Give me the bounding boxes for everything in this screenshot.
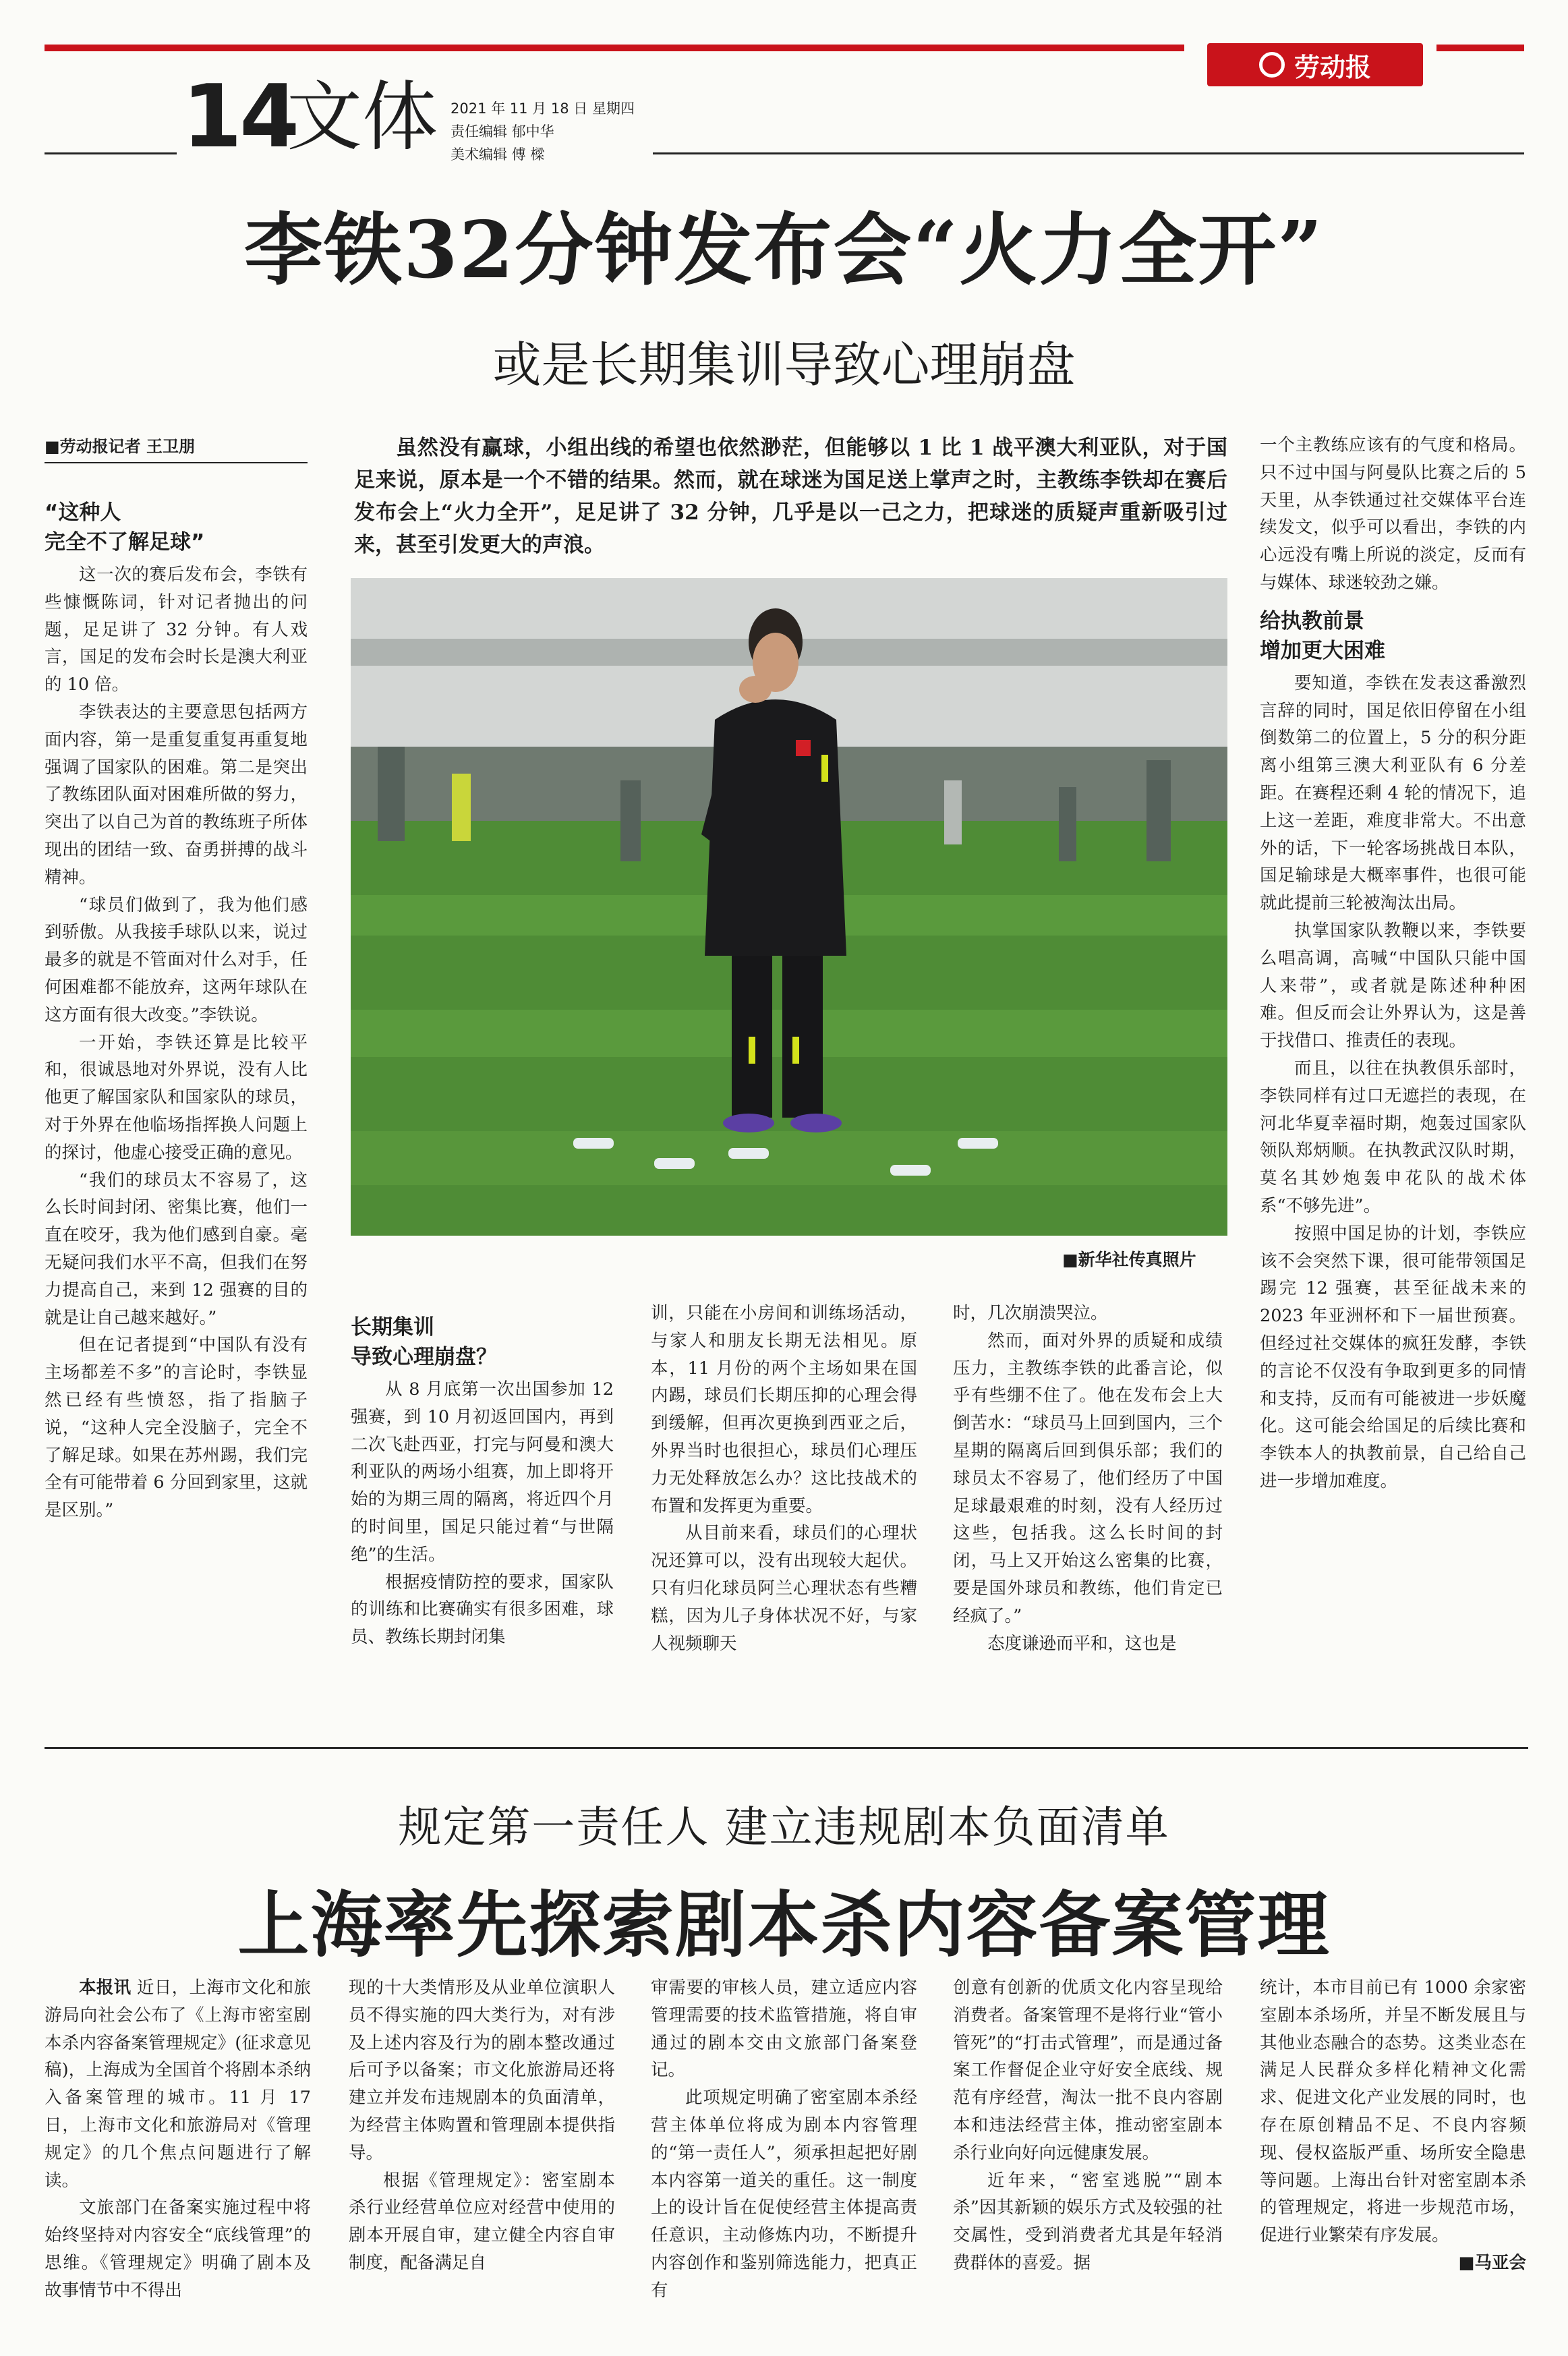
article1-byline: ■劳动报记者 王卫朋 [45, 433, 308, 463]
col1-paragraph: 一开始，李铁还算是比较平和，很诚恳地对外界说，没有人比他更了解国家队和国家队的球员，对于外界在他临场指挥换人问题上的探讨，他虚心接受正确的意见。 [45, 1032, 308, 1163]
a2-col4-paragraph: 创意有创新的优质文化内容呈现给消费者。备案管理不是将行业“管小管死”的“打击式管理”，而是通过备案工作督促企业守好安全底线、规范有序经营，淘汰一批不良内容剧本和违法经营主体，推动密室剧本杀行业向好向远健康发展。 [953, 1978, 1223, 2163]
a2-col1-paragraph: 文旅部门在备案实施过程中将始终坚持对内容安全“底线管理”的思维。《管理规定》明确了剧本及故事情节中不得出 [45, 2197, 311, 2301]
col2-paragraph: 从 8 月底第一次出国参加 12 强赛，到 10 月初返回国内，再到二次飞赴西亚，打完与阿曼和澳大利亚队的两场小组赛，加上即将开始的为期三周的隔离，将近四个月的时间里，国足只能过着“与世隔绝”的生活。 [351, 1379, 614, 1565]
col5-subhead-line2: 增加更大困难 [1260, 638, 1385, 663]
col4-paragraph: 时，几次崩溃哭泣。 [953, 1303, 1108, 1323]
article2-column-5 [1260, 1974, 1526, 2277]
col3-paragraph: 训，只能在小房间和训练场活动，与家人和朋友长期无法相见。原本，11 月份的两个主场如果在国内踢，球员们长期压抑的心理会得到缓解，但再次更换到西亚之后，外界当时也很担心，球员们心理压力无处释放怎么办？这比技战术的布置和发挥更为重要。 [651, 1303, 917, 1516]
a2-col4-paragraph: 近年来，“密室逃脱”“剧本杀”因其新颖的娱乐方式及较强的社交属性，受到消费者尤其是年轻消费群体的喜爱。据 [953, 2170, 1223, 2273]
news-tag: 本报讯 [79, 1978, 132, 1998]
article2-column-3 [651, 1974, 917, 2305]
article1-column-5 [1260, 432, 1526, 1495]
section-name: 文体 [287, 74, 438, 161]
top-red-rule-right [1436, 45, 1524, 51]
issue-meta [451, 97, 635, 166]
a2-col2-paragraph: 现的十大类情形及从业单位演职人员不得实施的四大类行为，对有涉及上述内容及行为的剧本整改通过后可予以备案；市文化旅游局还将建立并发布违规剧本的负面清单，为经营主体购置和管理剧本提供指导。 [349, 1978, 615, 2163]
top-red-rule [45, 45, 1184, 51]
article1-headline: 李铁32分钟发布会“火力全开” [244, 204, 1324, 296]
col1-paragraph: 李铁表达的主要意思包括两方面内容，第一是重复重复再重复地强调了国家队的困难。第二是突出了教练团队面对困难所做的努力，突出了以自己为首的教练班子所体现出的团结一致、奋勇拼搏的战斗精神。 [45, 701, 308, 888]
editor-credit: 责任编辑 郁中华 [451, 123, 554, 140]
col1-first-paragraph: 近日，上海市文化和旅游局向社会公布了《上海市密室剧本杀内容备案管理规定》(征求意见稿)，上海成为全国首个将剧本杀纳入备案管理的城市。11 月 17 日，上海市文化和旅游局对《管理规定》的几个焦点问题进行了解读。 [45, 1978, 311, 2191]
a2-col5-paragraph: 统计，本市目前已有 1000 余家密室剧本杀场所，并呈不断发展且与其他业态融合的态势。这类业态在满足人民群众多样化精神文化需求、促进文化产业发展的同时，也存在原创精品不足、不良内容频现、侵权盗版严重、场所安全隐患等问题。上海出台针对密室剧本杀的管理规定，将进一步规范市场，促进行业繁荣有序发展。 [1260, 1978, 1526, 2246]
paper-name: 劳动报 [1294, 52, 1371, 82]
col1-subhead-line2: 完全不了解足球” [45, 530, 205, 554]
page-number: 14 [182, 67, 297, 167]
photo-caption: ■新华社传真照片 [1062, 1250, 1196, 1269]
article1-subheadline: 或是长期集训导致心理崩盘 [492, 337, 1076, 393]
col3-paragraph: 从目前来看，球员们的心理状况还算可以，没有出现较大起伏。只有归化球员阿兰心理状态有些糟糕，因为儿子身体状况不好，与家人视频聊天 [651, 1523, 917, 1654]
a2-col3-paragraph: 此项规定明确了密室剧本杀经营主体单位将成为剧本内容管理的“第一责任人”，须承担起把好剧本内容第一道关的重任。这一制度上的设计旨在促使经营主体提高责任意识，主动修炼内功，不断提升内容创作和鉴别筛选能力，把真正有 [651, 2088, 917, 2301]
coach-photo-illustration [351, 578, 1227, 1236]
newspaper-logo [1207, 43, 1423, 86]
article2-byline: ■马亚会 [1458, 2252, 1526, 2273]
col5-intro: 一个主教练应该有的气度和格局。只不过中国与阿曼队比赛之后的 5 天里，从李铁通过社交媒体平台连续发文，似乎可以看出，李铁的内心远没有嘴上所说的淡定，反而有与媒体、球迷较劲之嫌。 [1260, 435, 1526, 593]
header-rule-left [45, 152, 177, 154]
col1-paragraph: 但在记者提到“中国队有没有主场都差不多”的言论时，李铁显然已经有些愤怒，指了指脑子说，“这种人完全没脑子，完全不了解足球。如果在苏州踢，我们完全有可能带着 6 分回到家里，这就是区别。” [45, 1335, 308, 1521]
col2-subhead-line1: 长期集训 [351, 1315, 434, 1340]
article2-column-2 [349, 1974, 615, 2277]
article2-column-1 [45, 1974, 311, 2305]
logo-emblem-icon [1259, 52, 1285, 78]
a2-col2-paragraph: 根据《管理规定》：密室剧本杀行业经营单位应对经营中使用的剧本开展自审，建立健全内容自审制度，配备满足自 [349, 2170, 615, 2273]
article2-headline: 上海率先探索剧本杀内容备案管理 [237, 1883, 1331, 1967]
header-rule-right [653, 152, 1524, 154]
col1-paragraph: “我们的球员太不容易了，这么长时间封闭、密集比赛，他们一直在咬牙，我为他们感到自豪。毫无疑问我们水平不高，但我们在努力提高自己，来到 12 强赛的目的就是让自己越来越好。” [45, 1170, 308, 1328]
article-divider [45, 1747, 1528, 1749]
col4-paragraph: 然而，面对外界的质疑和成绩压力，主教练李铁的此番言论，似乎有些绷不住了。他在发布会上大倒苦水：“球员马上回到国内，三个星期的隔离后回到俱乐部；我们的球员太不容易了，他们经历了中国足球最艰难的时刻，没有人经历过这些，包括我。这么长时间的封闭，马上又开始这么密集的比赛，要是国外球员和教练，他们肯定已经疯了。” [953, 1330, 1223, 1626]
col1-subhead-line1: “这种人 [45, 500, 121, 525]
article2-subheadline: 规定第一责任人 建立违规剧本负面清单 [398, 1803, 1170, 1853]
col5-paragraph: 执掌国家队教鞭以来，李铁要么唱高调，高喊“中国队只能中国人来带”，或者就是陈述种种困难。但反而会让外界认为，这是善于找借口、推责任的表现。 [1260, 920, 1526, 1052]
article1-column-1 [45, 498, 308, 1524]
col5-paragraph: 按照中国足协的计划，李铁应该不会突然下课，很可能带领国足踢完 12 强赛，甚至征战未来的 2023 年亚洲杯和下一届世预赛。但经过社交媒体的疯狂发酵，李铁的言论不仅没有争取到更多的同情和支持，反而有可能被进一步妖魔化。这可能会给国足的后续比赛和李铁本人的执教前景，自己给自己进一步增加难度。 [1260, 1223, 1526, 1491]
col5-paragraph: 而且，以往在执教俱乐部时，李铁同样有过口无遮拦的表现，在河北华夏幸福时期，炮轰过国家队领队郑炳顺。在执教武汉队时期，莫名其妙炮轰申花队的战术体系“不够先进”。 [1260, 1058, 1526, 1216]
article1-lead: 虽然没有赢球，小组出线的希望也依然渺茫，但能够以 1 比 1 战平澳大利亚队，对于国足来说，原本是一个不错的结果。然而，就在球迷为国足送上掌声之时，主教练李铁却在赛后发布会上“火力全开”，足足讲了 32 分钟，几乎是以一己之力，把球迷的质疑声重新吸引过来，甚至引发更大的声浪。 [354, 436, 1227, 557]
article1-column-3 [651, 1300, 917, 1657]
issue-date: 2021 年 11 月 18 日 星期四 [451, 100, 635, 117]
a2-col3-paragraph: 审需要的审核人员，建立适应内容管理需要的技术监管措施，将自审通过的剧本交由文旅部门备案登记。 [651, 1978, 917, 2081]
col1-paragraph: 这一次的赛后发布会，李铁有些慷慨陈词，针对记者抛出的问题，足足讲了 32 分钟。有人戏言，国足的发布会时长是澳大利亚的 10 倍。 [45, 565, 308, 695]
article1-column-2 [351, 1313, 614, 1651]
art-editor-credit: 美术编辑 傅 樑 [451, 146, 545, 163]
col5-paragraph: 要知道，李铁在发表这番激烈言辞的同时，国足依旧停留在小组倒数第二的位置上，5 分的积分距离小组第三澳大利亚队有 6 分差距。在赛程还剩 4 轮的情况下，追上这一差距，难度非常大。不出意外的话，下一轮客场挑战日本队，国足输球是大概率事件，也很可能就此提前三轮被淘汰出局。 [1260, 672, 1526, 914]
col5-subhead-line1: 给执教前景 [1260, 608, 1364, 633]
col2-subhead-line2: 导致心理崩盘？ [351, 1345, 497, 1369]
col4-paragraph: 态度谦逊而平和，这也是 [987, 1633, 1177, 1654]
coach-photo [351, 578, 1227, 1236]
col2-paragraph: 根据疫情防控的要求，国家队的训练和比赛确实有很多困难，球员、教练长期封闭集 [351, 1572, 614, 1648]
col1-paragraph: “球员们做到了，我为他们感到骄傲。从我接手球队以来，说过最多的就是不管面对什么对手，任何困难都不能放弃，这两年球队在这方面有很大改变。”李铁说。 [45, 894, 308, 1025]
article2-column-4 [953, 1974, 1223, 2277]
article1-column-4 [953, 1300, 1223, 1657]
